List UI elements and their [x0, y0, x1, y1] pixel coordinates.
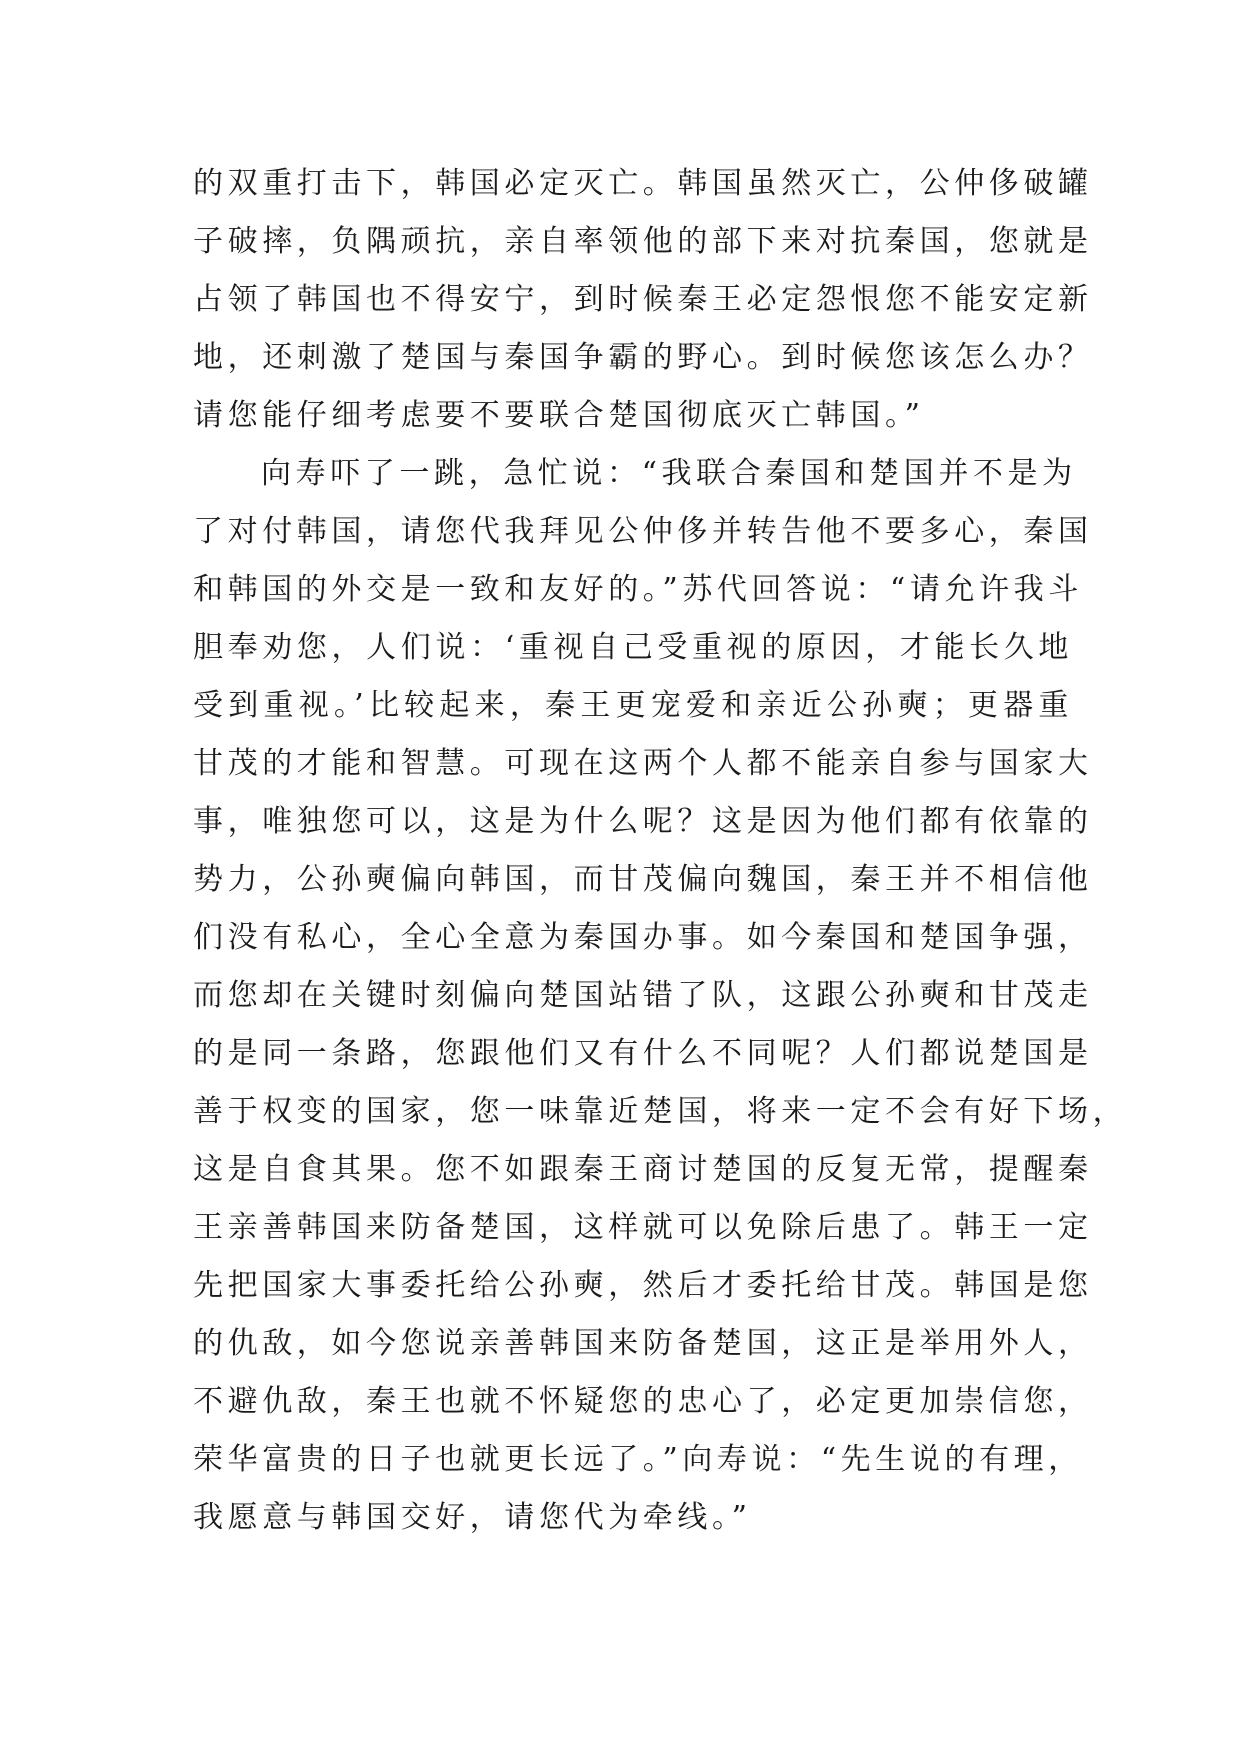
- text-line: 事，唯独您可以，这是为什么呢？这是因为他们都有依靠的: [193, 804, 1093, 839]
- text-line: 荣华富贵的日子也就更长远了。”向寿说：“先生说的有理，: [193, 1442, 1083, 1477]
- text-line: 和韩国的外交是一致和友好的。”苏代回答说：“请允许我斗: [193, 572, 1083, 607]
- text-line: 这是自食其果。您不如跟秦王商讨楚国的反复无常，提醒秦: [193, 1152, 1093, 1187]
- text-line: 地，还刺激了楚国与秦国争霸的野心。到时候您该怎么办？: [193, 340, 1093, 375]
- text-line: 王亲善韩国来防备楚国，这样就可以免除后患了。韩王一定: [193, 1210, 1093, 1245]
- text-line: 甘茂的才能和智慧。可现在这两个人都不能亲自参与国家大: [193, 746, 1093, 781]
- paragraph: [193, 445, 1128, 1547]
- text-line: 我愿意与韩国交好，请您代为牵线。”: [193, 1500, 752, 1535]
- document-body: [193, 155, 1128, 1547]
- text-line: 们没有私心，全心全意为秦国办事。如今秦国和楚国争强，: [193, 920, 1093, 955]
- text-line: 不避仇敌，秦王也就不怀疑您的忠心了，必定更加崇信您，: [193, 1384, 1093, 1419]
- text-line: 向寿吓了一跳，急忙说：“我联合秦国和楚国并不是为: [261, 456, 1077, 491]
- text-line: 占领了韩国也不得安宁，到时候秦王必定怨恨您不能安定新: [193, 282, 1093, 317]
- text-line: 的仇敌，如今您说亲善韩国来防备楚国，这正是举用外人，: [193, 1326, 1093, 1361]
- text-line: 胆奉劝您，人们说：‘重视自己受重视的原因，才能长久地: [193, 630, 1073, 665]
- text-line: 先把国家大事委托给公孙奭，然后才委托给甘茂。韩国是您: [193, 1268, 1093, 1303]
- text-line: 子破摔，负隅顽抗，亲自率领他的部下来对抗秦国，您就是: [193, 224, 1093, 259]
- text-line: 受到重视。’比较起来，秦王更宠爱和亲近公孙奭；更器重: [193, 688, 1073, 723]
- text-line: 请您能仔细考虑要不要联合楚国彻底灭亡韩国。”: [193, 398, 925, 433]
- text-line: 的双重打击下，韩国必定灭亡。韩国虽然灭亡，公仲侈破罐: [193, 166, 1093, 201]
- text-line: 而您却在关键时刻偏向楚国站错了队，这跟公孙奭和甘茂走: [193, 978, 1093, 1013]
- text-line: 善于权变的国家，您一味靠近楚国，将来一定不会有好下场，: [193, 1094, 1128, 1129]
- text-line: 了对付韩国，请您代我拜见公仲侈并转告他不要多心，秦国: [193, 514, 1093, 549]
- text-line: 的是同一条路，您跟他们又有什么不同呢？人们都说楚国是: [193, 1036, 1093, 1071]
- paragraph: [193, 155, 1093, 445]
- text-line: 势力，公孙奭偏向韩国，而甘茂偏向魏国，秦王并不相信他: [193, 862, 1093, 897]
